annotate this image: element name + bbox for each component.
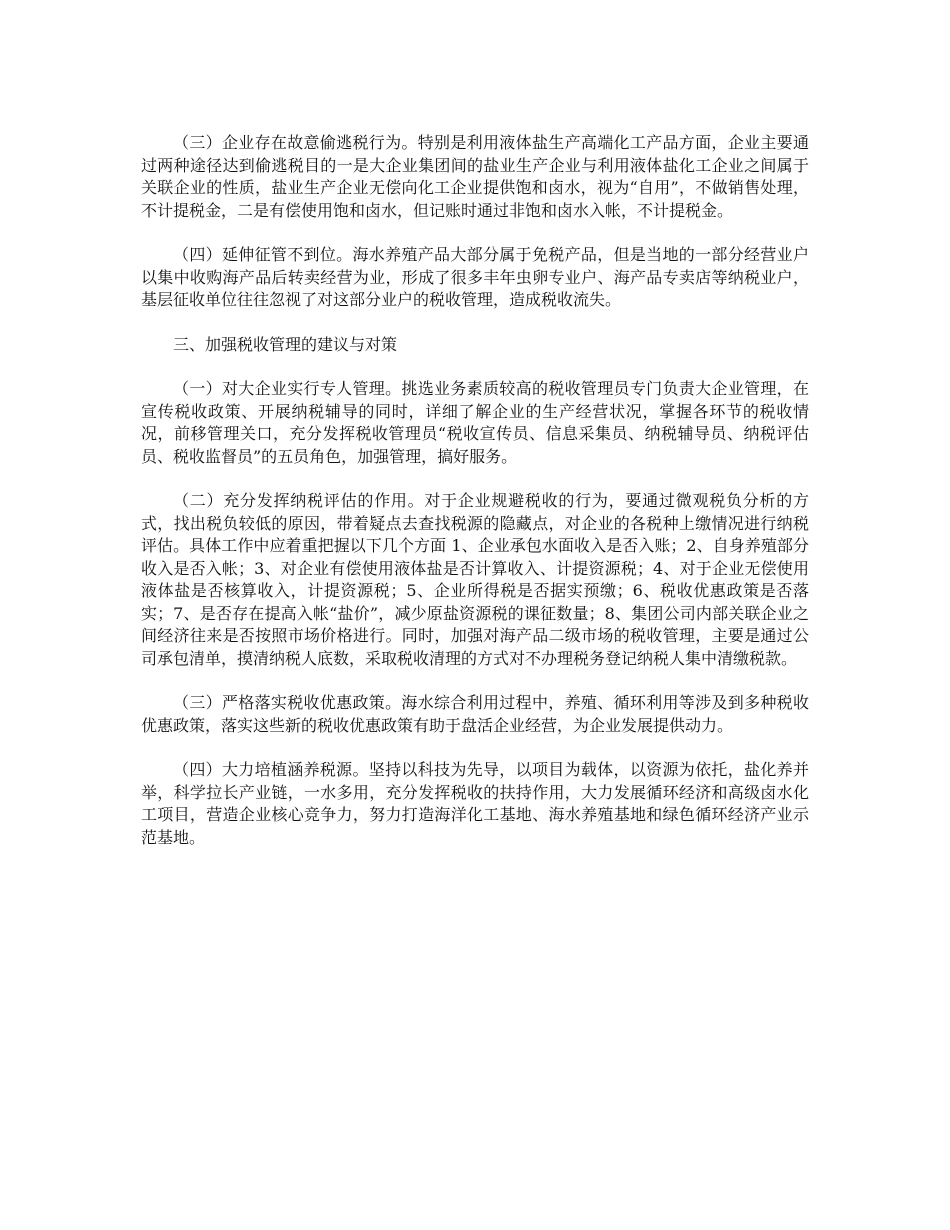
paragraph-tax-source: （四）大力培植涵养税源。坚持以科技为先导，以项目为载体，以资源为依托，盐化养并举，科学拉长产业链，一水多用，充分发挥税收的扶持作用，大力发展循环经济和高级卤水化工项目，营造企业核心竞争力，努力打造海洋化工基地、海水养殖基地和绿色循环经济产业示范基地。 xyxy=(141,760,809,847)
paragraph-large-enterprise: （一）对大企业实行专人管理。挑选业务素质较高的税收管理员专门负责大企业管理，在宣传税收政策、开展纳税辅导的同时，详细了解企业的生产经营状况，掌握各环节的税收情况，前移管理关口，充分发挥税收管理员“税收宣传员、信息采集员、纳税辅导员、纳税评估员、税收监督员”的五员角色，加强管理，搞好服务。 xyxy=(141,379,809,466)
section-heading: 三、加强税收管理的建议与对策 xyxy=(173,334,398,354)
paragraph-collection-gap: （四）延伸征管不到位。海水养殖产品大部分属于免税产品，但是当地的一部分经营业户以集中收购海产品后转卖经营为业，形成了很多丰年虫卵专业户、海产品专卖店等纳税业户，基层征收单位往往忽视了对这部分业户的税收管理，造成税收流失。 xyxy=(141,245,809,309)
paragraph-tax-assessment: （二）充分发挥纳税评估的作用。对于企业规避税收的行为，要通过微观税负分析的方式，找出税负较低的原因，带着疑点去查找税源的隐藏点，对企业的各税种上缴情况进行纳税评估。具体工作中应着重把握以下几个方面 1、企业承包水面收入是否入账；2、自身养殖部分收入是否入帐；3、对企业有偿使用液体盐是否计算收入、计提资源税；4、对于企业无偿使用液体盐是否核算收入，计提资源税；5、企业所得税是否据实预缴；6、税收优惠政策是否落实；7、是否存在提高入帐“盐价”，减少原盐资源税的课征数量；8、集团公司内部关联企业之间经济往来是否按照市场价格进行。同时，加强对海产品二级市场的税收管理，主要是通过公司承包清单，摸清纳税人底数，采取税收清理的方式对不办理税务登记纳税人集中清缴税款。 xyxy=(141,491,809,668)
document-body xyxy=(141,132,809,871)
paragraph-tax-evasion: （三）企业存在故意偷逃税行为。特别是利用液体盐生产高端化工产品方面，企业主要通过两种途径达到偷逃税目的一是大企业集团间的盐业生产企业与利用液体盐化工企业之间属于关联企业的性质，盐业生产企业无偿向化工企业提供饱和卤水，视为“自用”，不做销售处理，不计提税金，二是有偿使用饱和卤水，但记账时通过非饱和卤水入帐，不计提税金。 xyxy=(141,133,809,220)
paragraph-preferential-policy: （三）严格落实税收优惠政策。海水综合利用过程中，养殖、循环利用等涉及到多种税收优惠政策，落实这些新的税收优惠政策有助于盘活企业经营，为企业发展提供动力。 xyxy=(141,693,809,735)
